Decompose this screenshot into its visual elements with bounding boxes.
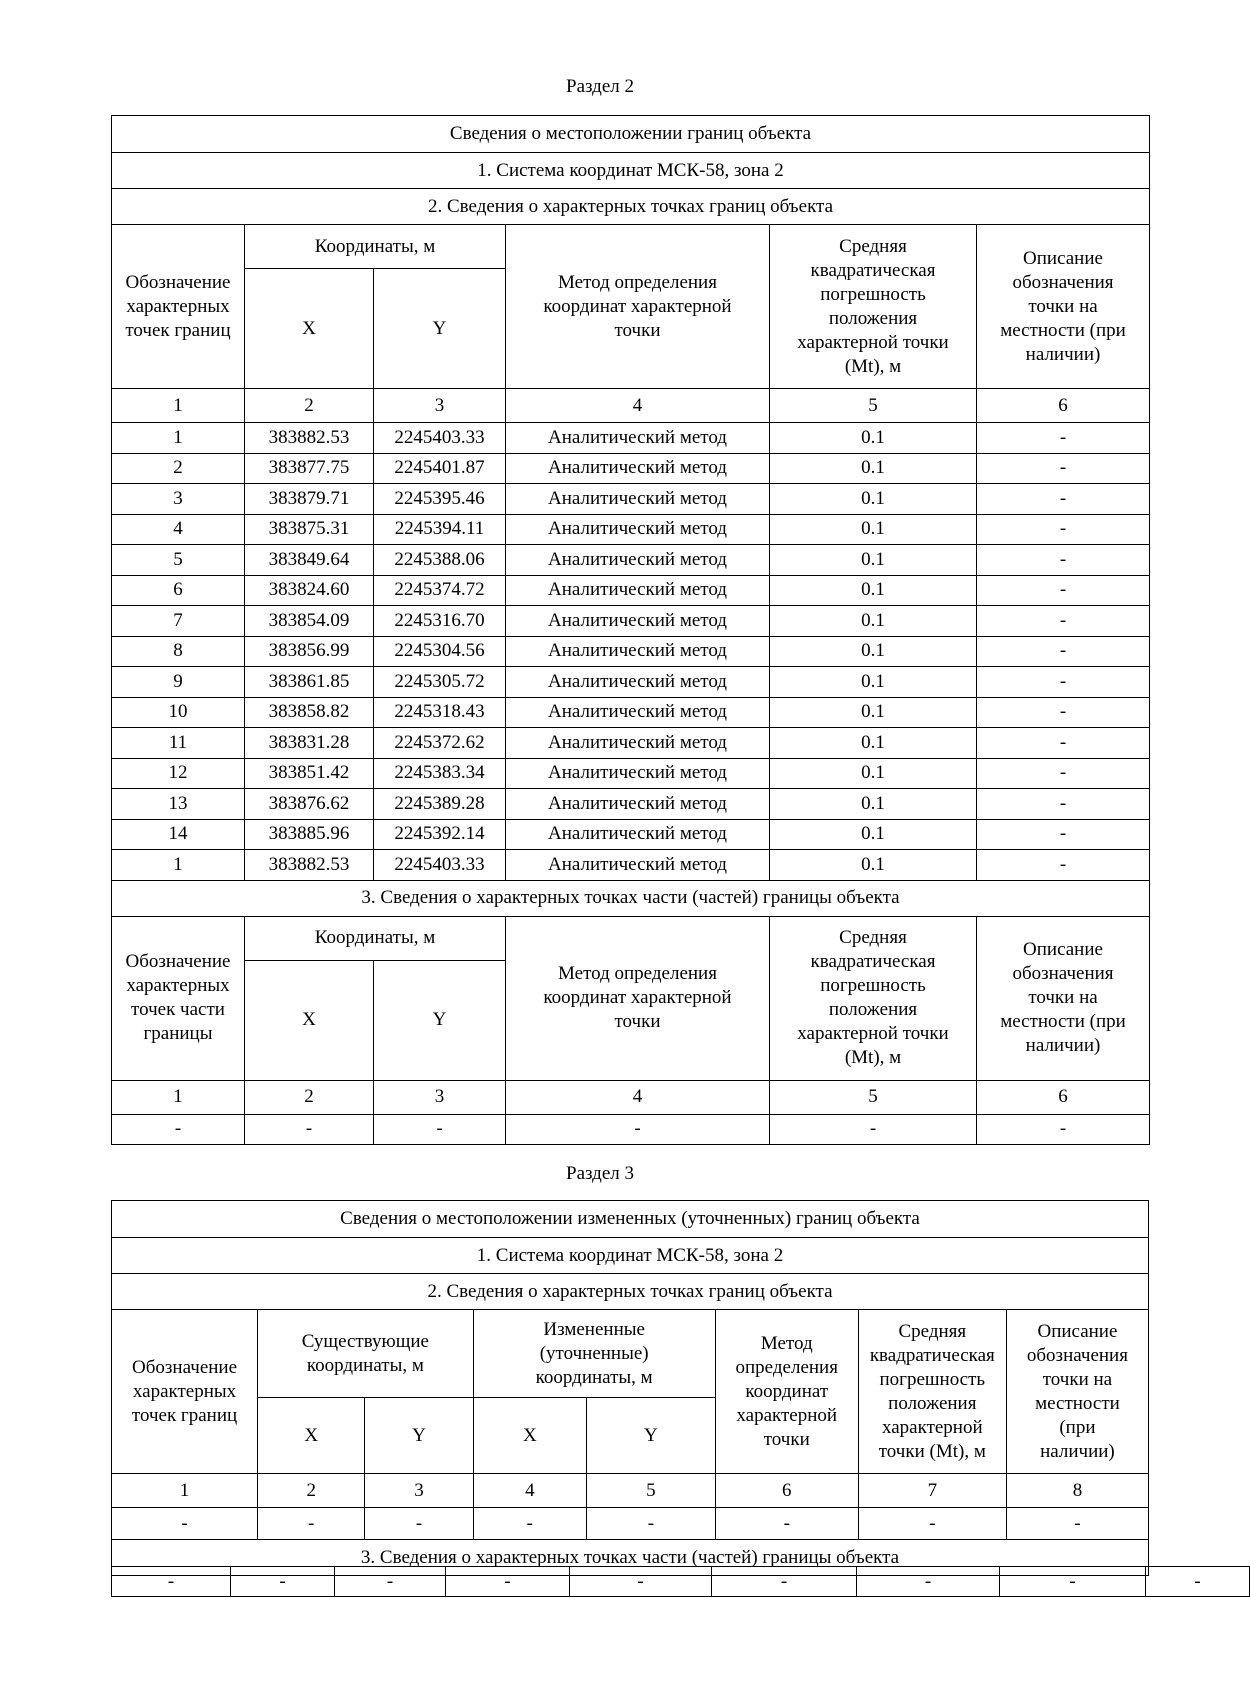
table-cell: - xyxy=(977,514,1150,545)
table-cell: - xyxy=(506,1114,770,1144)
table-cell: 0.1 xyxy=(770,819,977,850)
table-cell: 383849.64 xyxy=(245,545,374,576)
header-x-changed: X xyxy=(473,1398,586,1474)
table-cell: 383851.42 xyxy=(245,758,374,789)
section-2-table xyxy=(111,115,1150,1145)
section-3-parts-table xyxy=(111,1566,1250,1597)
col-number: 6 xyxy=(977,1080,1150,1114)
col-number: 1 xyxy=(112,1474,258,1508)
table-cell: Аналитический метод xyxy=(506,545,770,576)
table-cell: - xyxy=(857,1567,1000,1597)
table-cell: - xyxy=(977,850,1150,881)
col-number: 3 xyxy=(374,1080,506,1114)
header-description: Описание обозначения точки на местности (при наличии) xyxy=(977,225,1150,389)
points-section-title: 2. Сведения о характерных точках границ объекта xyxy=(112,1274,1149,1310)
table-row xyxy=(112,514,1150,545)
col-number: 5 xyxy=(587,1474,716,1508)
col-number: 4 xyxy=(506,389,770,423)
table-cell: - xyxy=(1006,1508,1148,1540)
table-cell: - xyxy=(374,1114,506,1144)
parts-header-x: X xyxy=(245,960,374,1080)
table-row xyxy=(112,545,1150,576)
header-error: Средняя квадратическая погрешность положения характерной точки (Mt), м xyxy=(770,225,977,389)
table-cell: - xyxy=(258,1508,365,1540)
table-cell: - xyxy=(245,1114,374,1144)
table-cell: 7 xyxy=(112,606,245,637)
table-cell: 383875.31 xyxy=(245,514,374,545)
parts-table-row xyxy=(112,1567,1250,1597)
table-cell: - xyxy=(770,1114,977,1144)
table-cell: 13 xyxy=(112,789,245,820)
table-cell: 383885.96 xyxy=(245,819,374,850)
table-cell: 0.1 xyxy=(770,636,977,667)
table-cell: Аналитический метод xyxy=(506,636,770,667)
col-number: 5 xyxy=(770,389,977,423)
table-cell: - xyxy=(977,606,1150,637)
table-cell: 0.1 xyxy=(770,850,977,881)
header-error: Средняя квадратическая погрешность положения характерной точки (Mt), м xyxy=(858,1310,1006,1474)
table-cell: Аналитический метод xyxy=(506,758,770,789)
table-row xyxy=(112,819,1150,850)
table-cell: 0.1 xyxy=(770,514,977,545)
table-cell: 383856.99 xyxy=(245,636,374,667)
table-cell: - xyxy=(977,1114,1150,1144)
table-cell: Аналитический метод xyxy=(506,484,770,515)
col-number: 3 xyxy=(365,1474,473,1508)
table-cell: Аналитический метод xyxy=(506,789,770,820)
table-cell: 4 xyxy=(112,514,245,545)
parts-header-coords: Координаты, м xyxy=(245,916,506,960)
table-row xyxy=(112,728,1150,759)
table-cell: 383879.71 xyxy=(245,484,374,515)
table-cell: - xyxy=(231,1567,335,1597)
col-number: 8 xyxy=(1006,1474,1148,1508)
table-cell: 2245318.43 xyxy=(374,697,506,728)
table-cell: 2245316.70 xyxy=(374,606,506,637)
col-number: 1 xyxy=(112,1080,245,1114)
table-cell: 383882.53 xyxy=(245,850,374,881)
table-row xyxy=(112,667,1150,698)
table-cell: 5 xyxy=(112,545,245,576)
table-cell: 3 xyxy=(112,484,245,515)
table-cell: 383858.82 xyxy=(245,697,374,728)
column-numbers-row xyxy=(112,1474,1149,1508)
table-row xyxy=(112,636,1150,667)
table-row xyxy=(112,575,1150,606)
parts-section-title: 3. Сведения о характерных точках части (частей) границы объекта xyxy=(112,880,1150,916)
col-number: 1 xyxy=(112,389,245,423)
column-numbers-row xyxy=(112,389,1150,423)
table-cell: 1 xyxy=(112,850,245,881)
table-cell: Аналитический метод xyxy=(506,575,770,606)
table-cell: - xyxy=(977,423,1150,454)
table-cell: - xyxy=(570,1567,712,1597)
table-title: Сведения о местоположении измененных (уточненных) границ объекта xyxy=(112,1201,1149,1238)
table-cell: - xyxy=(977,667,1150,698)
table-cell: Аналитический метод xyxy=(506,423,770,454)
table-cell: 383831.28 xyxy=(245,728,374,759)
header-designation: Обозначение характерных точек границ xyxy=(112,225,245,389)
table-cell: Аналитический метод xyxy=(506,514,770,545)
table-cell: 383824.60 xyxy=(245,575,374,606)
table-cell: 0.1 xyxy=(770,606,977,637)
table-cell: 12 xyxy=(112,758,245,789)
section-3-table xyxy=(111,1200,1149,1576)
table-cell: 2245389.28 xyxy=(374,789,506,820)
table-cell: 0.1 xyxy=(770,453,977,484)
parts-header-designation: Обозначение характерных точек части границы xyxy=(112,916,245,1080)
table-cell: 0.1 xyxy=(770,484,977,515)
table-cell: Аналитический метод xyxy=(506,850,770,881)
table-cell: - xyxy=(977,484,1150,515)
table-cell: 8 xyxy=(112,636,245,667)
table-cell: - xyxy=(712,1567,857,1597)
header-x: X xyxy=(245,269,374,389)
table-cell: 11 xyxy=(112,728,245,759)
col-number: 2 xyxy=(245,1080,374,1114)
table-cell: - xyxy=(1000,1567,1146,1597)
table-cell: - xyxy=(112,1114,245,1144)
table-cell: - xyxy=(977,758,1150,789)
table-row xyxy=(112,1508,1149,1540)
table-cell: 2245403.33 xyxy=(374,423,506,454)
parts-table-row xyxy=(112,1114,1150,1144)
table-cell: - xyxy=(977,728,1150,759)
table-cell: 2245374.72 xyxy=(374,575,506,606)
table-cell: Аналитический метод xyxy=(506,667,770,698)
coord-system: 1. Система координат МСК-58, зона 2 xyxy=(112,1238,1149,1274)
table-cell: - xyxy=(977,819,1150,850)
table-row xyxy=(112,697,1150,728)
table-cell: 10 xyxy=(112,697,245,728)
table-cell: 2 xyxy=(112,453,245,484)
table-title: Сведения о местоположении границ объекта xyxy=(112,116,1150,153)
col-number: 2 xyxy=(258,1474,365,1508)
table-row xyxy=(112,789,1150,820)
col-number: 3 xyxy=(374,389,506,423)
parts-column-numbers-row xyxy=(112,1080,1150,1114)
table-cell: 0.1 xyxy=(770,758,977,789)
section-3-title: Раздел 3 xyxy=(566,1163,634,1184)
table-cell: - xyxy=(977,545,1150,576)
table-cell: - xyxy=(473,1508,586,1540)
table-cell: 2245383.34 xyxy=(374,758,506,789)
table-cell: Аналитический метод xyxy=(506,819,770,850)
header-designation: Обозначение характерных точек границ xyxy=(112,1310,258,1474)
table-cell: - xyxy=(977,636,1150,667)
table-cell: 383861.85 xyxy=(245,667,374,698)
header-method: Метод определения координат характерной точки xyxy=(715,1310,858,1474)
table-cell: - xyxy=(1146,1567,1250,1597)
coord-system: 1. Система координат МСК-58, зона 2 xyxy=(112,153,1150,189)
table-row xyxy=(112,453,1150,484)
header-coords: Координаты, м xyxy=(245,225,506,269)
col-number: 5 xyxy=(770,1080,977,1114)
table-cell: 9 xyxy=(112,667,245,698)
table-cell: - xyxy=(977,697,1150,728)
table-cell: - xyxy=(977,789,1150,820)
parts-section-title: 3. Сведения о характерных точках части (частей) границы объекта xyxy=(112,1540,1149,1576)
table-cell: Аналитический метод xyxy=(506,697,770,728)
table-cell: - xyxy=(112,1567,231,1597)
table-cell: Аналитический метод xyxy=(506,728,770,759)
table-cell: 0.1 xyxy=(770,667,977,698)
table-cell: 2245394.11 xyxy=(374,514,506,545)
table-cell: 0.1 xyxy=(770,575,977,606)
col-number: 6 xyxy=(977,389,1150,423)
table-cell: 0.1 xyxy=(770,789,977,820)
table-cell: 383854.09 xyxy=(245,606,374,637)
table-cell: Аналитический метод xyxy=(506,606,770,637)
table-cell: 383877.75 xyxy=(245,453,374,484)
header-y: Y xyxy=(374,269,506,389)
table-cell: 1 xyxy=(112,423,245,454)
header-existing-coords: Существующие координаты, м xyxy=(258,1310,474,1398)
table-cell: - xyxy=(112,1508,258,1540)
table-cell: - xyxy=(977,575,1150,606)
table-row xyxy=(112,484,1150,515)
table-cell: 2245392.14 xyxy=(374,819,506,850)
table-cell: 2245304.56 xyxy=(374,636,506,667)
col-number: 6 xyxy=(715,1474,858,1508)
table-cell: 0.1 xyxy=(770,545,977,576)
table-cell: 2245388.06 xyxy=(374,545,506,576)
table-cell: 0.1 xyxy=(770,423,977,454)
table-cell: - xyxy=(858,1508,1006,1540)
table-cell: - xyxy=(587,1508,716,1540)
header-method: Метод определения координат характерной точки xyxy=(506,225,770,389)
table-cell: - xyxy=(335,1567,446,1597)
table-cell: - xyxy=(446,1567,570,1597)
table-cell: 6 xyxy=(112,575,245,606)
header-changed-coords: Измененные (уточненные) координаты, м xyxy=(473,1310,715,1398)
col-number: 7 xyxy=(858,1474,1006,1508)
col-number: 2 xyxy=(245,389,374,423)
table-cell: 383876.62 xyxy=(245,789,374,820)
header-description: Описание обозначения точки на местности (при наличии) xyxy=(1006,1310,1148,1474)
parts-header-error: Средняя квадратическая погрешность положения характерной точки (Mt), м xyxy=(770,916,977,1080)
table-cell: 14 xyxy=(112,819,245,850)
table-cell: Аналитический метод xyxy=(506,453,770,484)
table-cell: 2245403.33 xyxy=(374,850,506,881)
col-number: 4 xyxy=(473,1474,586,1508)
table-cell: - xyxy=(365,1508,473,1540)
table-cell: 2245401.87 xyxy=(374,453,506,484)
parts-header-y: Y xyxy=(374,960,506,1080)
header-y-changed: Y xyxy=(587,1398,716,1474)
table-cell: 0.1 xyxy=(770,697,977,728)
table-row xyxy=(112,758,1150,789)
table-row xyxy=(112,423,1150,454)
parts-header-method: Метод определения координат характерной точки xyxy=(506,916,770,1080)
table-cell: 2245372.62 xyxy=(374,728,506,759)
table-row xyxy=(112,850,1150,881)
col-number: 4 xyxy=(506,1080,770,1114)
header-x-existing: X xyxy=(258,1398,365,1474)
table-cell: - xyxy=(715,1508,858,1540)
table-cell: - xyxy=(977,453,1150,484)
points-section-title: 2. Сведения о характерных точках границ объекта xyxy=(112,189,1150,225)
header-y-existing: Y xyxy=(365,1398,473,1474)
table-row xyxy=(112,606,1150,637)
table-cell: 2245395.46 xyxy=(374,484,506,515)
section-2-title: Раздел 2 xyxy=(566,76,634,97)
table-cell: 0.1 xyxy=(770,728,977,759)
parts-header-description: Описание обозначения точки на местности (при наличии) xyxy=(977,916,1150,1080)
table-cell: 2245305.72 xyxy=(374,667,506,698)
table-cell: 383882.53 xyxy=(245,423,374,454)
